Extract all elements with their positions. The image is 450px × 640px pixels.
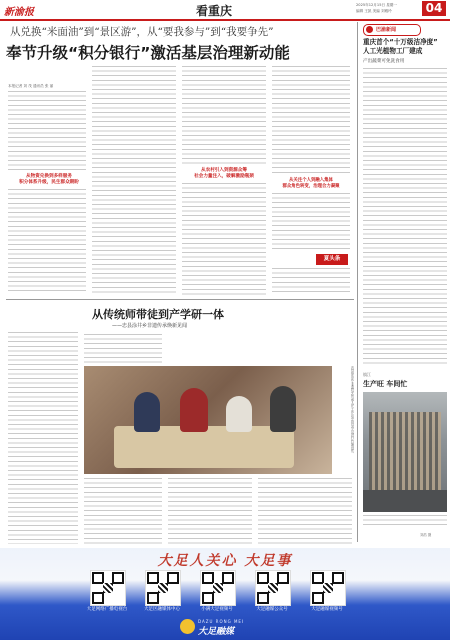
masthead-date: 2025年12月15日 星期一 [356,3,397,7]
photo-person-3 [226,396,252,432]
lead-body-col2 [92,66,176,294]
lead-body-col4c [272,268,350,294]
qr-code-5[interactable] [310,570,346,606]
ad-logo [180,617,276,637]
lead-photo-tag: 夏头条 [316,254,348,265]
right-subhead: 产出蔬菜可免洗食用 [363,59,405,64]
lead-body-col3b [182,183,266,295]
qr-label-4: 大足融媒公众号 [256,607,288,612]
lead-body-col1b [8,189,86,295]
lead-body-col4 [272,66,350,176]
second-body-col1 [8,332,78,544]
second-body-col2b [84,478,162,544]
factory-rack [369,412,441,492]
qr-label-3: 小满大足视频号 [201,607,233,612]
factory-floor [363,490,447,512]
photo-person-4 [270,386,296,432]
ad-banner [0,548,450,640]
right-bottom-title: 生产旺 车间忙 [363,380,408,388]
second-body-col2 [84,334,162,364]
qr-code-3[interactable] [200,570,236,606]
factory-photo [363,392,447,512]
qr-code-2[interactable] [145,570,181,606]
qr-label-2: 大足区融媒体中心 [144,607,180,612]
brand-icon [366,26,373,33]
second-subhead: ——忠县涂井乡非遗传承焕新见闻 [112,323,188,329]
masthead-editor: 编辑 王凯 美编 刘雅玲 [356,9,392,13]
lead-headline: 奉节升级“积分银行”激活基层治理新动能 [6,44,290,62]
ad-logo-sub: DAZU RONG MEI [198,619,245,624]
page-number: 04 [422,1,446,16]
masthead-rule [0,19,450,21]
qr-label-5: 大足融媒视频号 [311,607,343,612]
ad-logo-icon [180,619,195,634]
ad-slogan: 大足人关心 大足事 [157,553,293,569]
lead-subhead-2: 从农村引入到资源众筹 社会力量注入，破解激励瓶颈 [194,168,254,179]
brand-label: 巴渝新闻 [376,27,397,33]
photo-person-1 [134,392,160,432]
workshop-photo [84,366,332,474]
right-body [363,68,447,366]
photo-caption: 忠县涂井乡非遗技艺传承人在工作坊中指导学员进行竹编创作。 [350,366,354,456]
section-divider [6,299,354,300]
lead-body-col1 [8,91,86,171]
qr-code-4[interactable] [255,570,291,606]
second-body-col3 [168,478,252,544]
lead-kicker: 从兑换“米面油”到“景区游”，从“要我参与”到“我要争先” [10,26,274,38]
lead-subhead-3: 从关注个人到融入集体 群众角色转变，治理合力凝聚 [282,178,340,189]
masthead-logo: 新渝报 [4,7,34,18]
lead-body-col4b [272,193,350,253]
right-headline: 重庆首个“十万级洁净度” 人工光植物工厂建成 [363,38,438,55]
qr-code-1[interactable] [90,570,126,606]
right-brand [363,24,421,36]
qr-label-1: 大足网络广播电视台 [86,607,128,612]
lead-byline: 本报记者 刘 茂 通讯员 张 丽 [8,84,54,88]
right-caption-credit: 刘浩 摄 [420,533,432,537]
lead-body-col3 [182,66,266,166]
second-headline: 从传统师带徒到产学研一体 [92,308,224,321]
photo-person-2 [180,388,208,432]
right-column-divider [357,22,358,542]
ad-logo-text: 大足融媒 [198,627,235,637]
right-bottom-kicker: 镇江 [363,372,371,377]
right-caption [363,515,447,529]
section-title: 看重庆 [196,4,233,18]
photo-table [114,426,294,468]
lead-subhead-1: 从物资兑换到多样服务 积分体系升级，民生群众期盼 [19,174,79,185]
second-body-col4 [258,478,352,544]
masthead [0,0,450,20]
